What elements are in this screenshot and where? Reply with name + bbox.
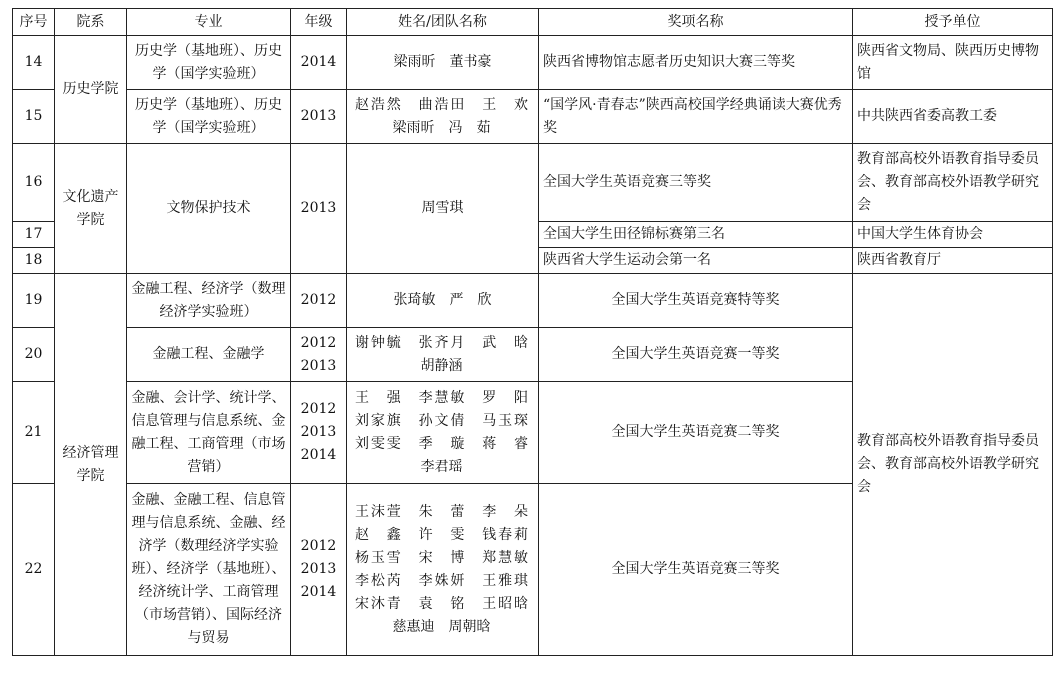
award-cell: 全国大学生英语竞赛三等奖 <box>539 144 853 222</box>
award-cell: “国学风·青春志”陕西高校国学经典诵读大赛优秀奖 <box>539 90 853 144</box>
awards-table <box>12 8 1053 656</box>
names-cell <box>347 90 539 144</box>
row-no: 19 <box>13 274 55 328</box>
row-no: 22 <box>13 484 55 656</box>
name-line: 慈惠迪 周朝晗 <box>392 618 491 635</box>
grade-cell: 2014 <box>291 36 347 90</box>
major-cell: 历史学（基地班）、历史学（国学实验班） <box>127 36 291 90</box>
name-line: 王 强 李慧敏 罗 阳 <box>355 389 528 406</box>
header-org: 授予单位 <box>853 9 1053 36</box>
grade-cell: 2012 <box>291 274 347 328</box>
grade-cell: 2013 <box>291 144 347 274</box>
row-no: 20 <box>13 328 55 382</box>
header-names: 姓名/团队名称 <box>347 9 539 36</box>
name-line: 刘雯雯 季 璇 蒋 睿 <box>355 435 528 452</box>
header-row <box>13 9 1053 36</box>
award-cell: 全国大学生英语竞赛一等奖 <box>539 328 853 382</box>
org-cell: 中国大学生体育协会 <box>853 222 1053 248</box>
header-major: 专业 <box>127 9 291 36</box>
name-line: 谢钟毓 张齐月 武 晗 <box>355 334 528 351</box>
org-cell: 教育部高校外语教育指导委员会、教育部高校外语教学研究会 <box>853 274 1053 656</box>
header-dept: 院系 <box>55 9 127 36</box>
header-award: 奖项名称 <box>539 9 853 36</box>
table-row <box>13 90 1053 144</box>
award-cell: 全国大学生英语竞赛特等奖 <box>539 274 853 328</box>
grade-cell: 2012 2013 2014 <box>291 382 347 484</box>
names-cell <box>347 328 539 382</box>
dept-cell: 文化遗产学院 <box>55 144 127 274</box>
name-line: 李君瑶 <box>420 458 463 475</box>
award-cell: 全国大学生田径锦标赛第三名 <box>539 222 853 248</box>
dept-cell: 历史学院 <box>55 36 127 144</box>
table-row <box>13 144 1053 222</box>
names-cell <box>347 36 539 90</box>
major-cell: 金融、金融工程、信息管理与信息系统、金融、经济学（数理经济学实验班）、经济学（基地班）、经济统计学、工商管理（市场营销）、国际经济与贸易 <box>127 484 291 656</box>
names-cell <box>347 484 539 656</box>
name-line: 周雪琪 <box>421 200 464 216</box>
award-cell: 陕西省博物馆志愿者历史知识大赛三等奖 <box>539 36 853 90</box>
row-no: 17 <box>13 222 55 248</box>
names-cell <box>347 144 539 274</box>
major-cell: 金融工程、经济学（数理经济学实验班） <box>127 274 291 328</box>
names-cell <box>347 274 539 328</box>
table-row <box>13 274 1053 328</box>
org-cell: 陕西省文物局、陕西历史博物馆 <box>853 36 1053 90</box>
names-cell <box>347 382 539 484</box>
row-no: 21 <box>13 382 55 484</box>
major-cell: 金融、会计学、统计学、信息管理与信息系统、金融工程、工商管理（市场营销） <box>127 382 291 484</box>
dept-cell: 经济管理学院 <box>55 274 127 656</box>
award-cell: 全国大学生英语竞赛二等奖 <box>539 382 853 484</box>
name-line: 张琦敏 严 欣 <box>393 292 492 308</box>
name-line: 杨玉雪 宋 博 郑慧敏 <box>355 549 528 566</box>
grade-cell: 2012 2013 <box>291 328 347 382</box>
name-line: 梁雨昕 冯 茹 <box>392 119 491 136</box>
grade-cell: 2012 2013 2014 <box>291 484 347 656</box>
major-cell: 金融工程、金融学 <box>127 328 291 382</box>
grade-cell: 2013 <box>291 90 347 144</box>
major-cell: 历史学（基地班）、历史学（国学实验班） <box>127 90 291 144</box>
name-line: 赵浩然 曲浩田 王 欢 <box>355 96 528 113</box>
award-cell: 全国大学生英语竞赛三等奖 <box>539 484 853 656</box>
header-grade: 年级 <box>291 9 347 36</box>
major-cell: 文物保护技术 <box>127 144 291 274</box>
row-no: 14 <box>13 36 55 90</box>
name-line: 胡静涵 <box>420 357 463 374</box>
name-line: 梁雨昕 董书豪 <box>393 54 492 70</box>
row-no: 18 <box>13 248 55 274</box>
table-row <box>13 36 1053 90</box>
row-no: 16 <box>13 144 55 222</box>
name-line: 王沫萱 朱 蕾 李 朵 <box>355 503 528 520</box>
row-no: 15 <box>13 90 55 144</box>
org-cell: 中共陕西省委高教工委 <box>853 90 1053 144</box>
header-no: 序号 <box>13 9 55 36</box>
name-line: 刘家旗 孙文倩 马玉琛 <box>355 412 528 429</box>
name-line: 李松芮 李姝妍 王雅琪 <box>355 572 528 589</box>
org-cell: 教育部高校外语教育指导委员会、教育部高校外语教学研究会 <box>853 144 1053 222</box>
award-cell: 陕西省大学生运动会第一名 <box>539 248 853 274</box>
org-cell: 陕西省教育厅 <box>853 248 1053 274</box>
name-line: 宋沐青 袁 铭 王昭晗 <box>355 595 528 612</box>
name-line: 赵 鑫 许 雯 钱春莉 <box>355 526 528 543</box>
